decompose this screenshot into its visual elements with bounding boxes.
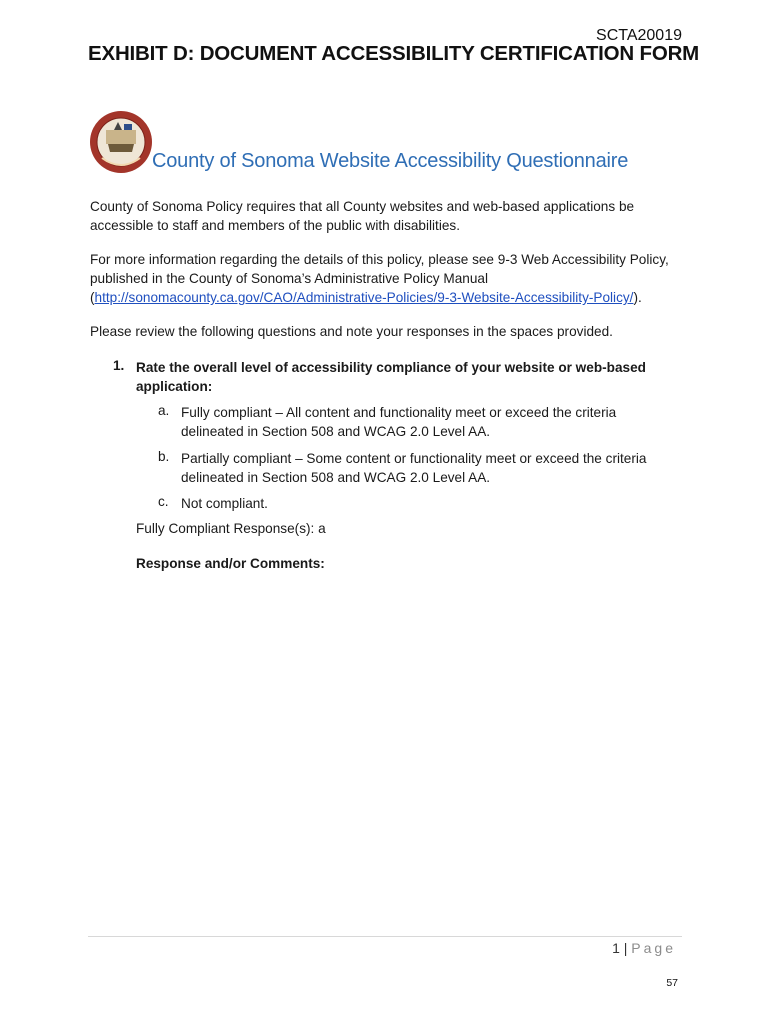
page-number: 1: [612, 940, 620, 956]
question-text: Rate the overall level of accessibility compliance of your website or web-based application:: [136, 360, 646, 394]
option-a-letter: a.: [158, 403, 170, 418]
question-number: 1.: [113, 358, 125, 373]
option-a-text: Fully compliant – All content and functionality meet or exceed the criteria delineated in Section 508 and WCAG 2.0 Level AA.: [181, 405, 617, 439]
option-b-letter: b.: [158, 449, 170, 464]
page-word: Page: [631, 940, 676, 956]
page-footer: [612, 940, 676, 956]
info-paragraph: [90, 250, 680, 307]
policy-paragraph: County of Sonoma Policy requires that all County websites and web-based applications be accessible to staff and members of the public with disabilities.: [90, 199, 635, 233]
option-c-letter: c.: [158, 494, 169, 509]
questionnaire-title: County of Sonoma Website Accessibility Questionnaire: [152, 150, 629, 172]
footer-divider: [88, 936, 682, 937]
document-id: SCTA20019: [596, 27, 682, 44]
response-value: Fully Compliant Response(s): a: [136, 521, 326, 536]
exhibit-title: EXHIBIT D: DOCUMENT ACCESSIBILITY CERTIFICATION FORM: [88, 42, 700, 65]
info-lead-text: For more information regarding the details of this policy, please see 9-3 Web Accessibility Policy, published in the County of Sonoma’s Administrative Policy Manual (: [90, 252, 669, 305]
option-b-text: Partially compliant – Some content or functionality meet or exceed the criteria delineated in Section 508 and WCAG 2.0 Level AA.: [181, 451, 647, 485]
option-c-text: Not compliant.: [181, 496, 268, 511]
county-seal-logo: [88, 108, 154, 176]
review-paragraph: Please review the following questions and note your responses in the spaces provided.: [90, 324, 613, 339]
info-tail-text: ).: [633, 290, 642, 305]
page-separator: |: [619, 940, 632, 956]
comments-label: Response and/or Comments:: [136, 556, 325, 571]
bottom-page-number: 57: [666, 977, 678, 989]
policy-link[interactable]: http://sonomacounty.ca.gov/CAO/Administrative-Policies/9-3-Website-Accessibility-Policy/: [94, 290, 634, 305]
